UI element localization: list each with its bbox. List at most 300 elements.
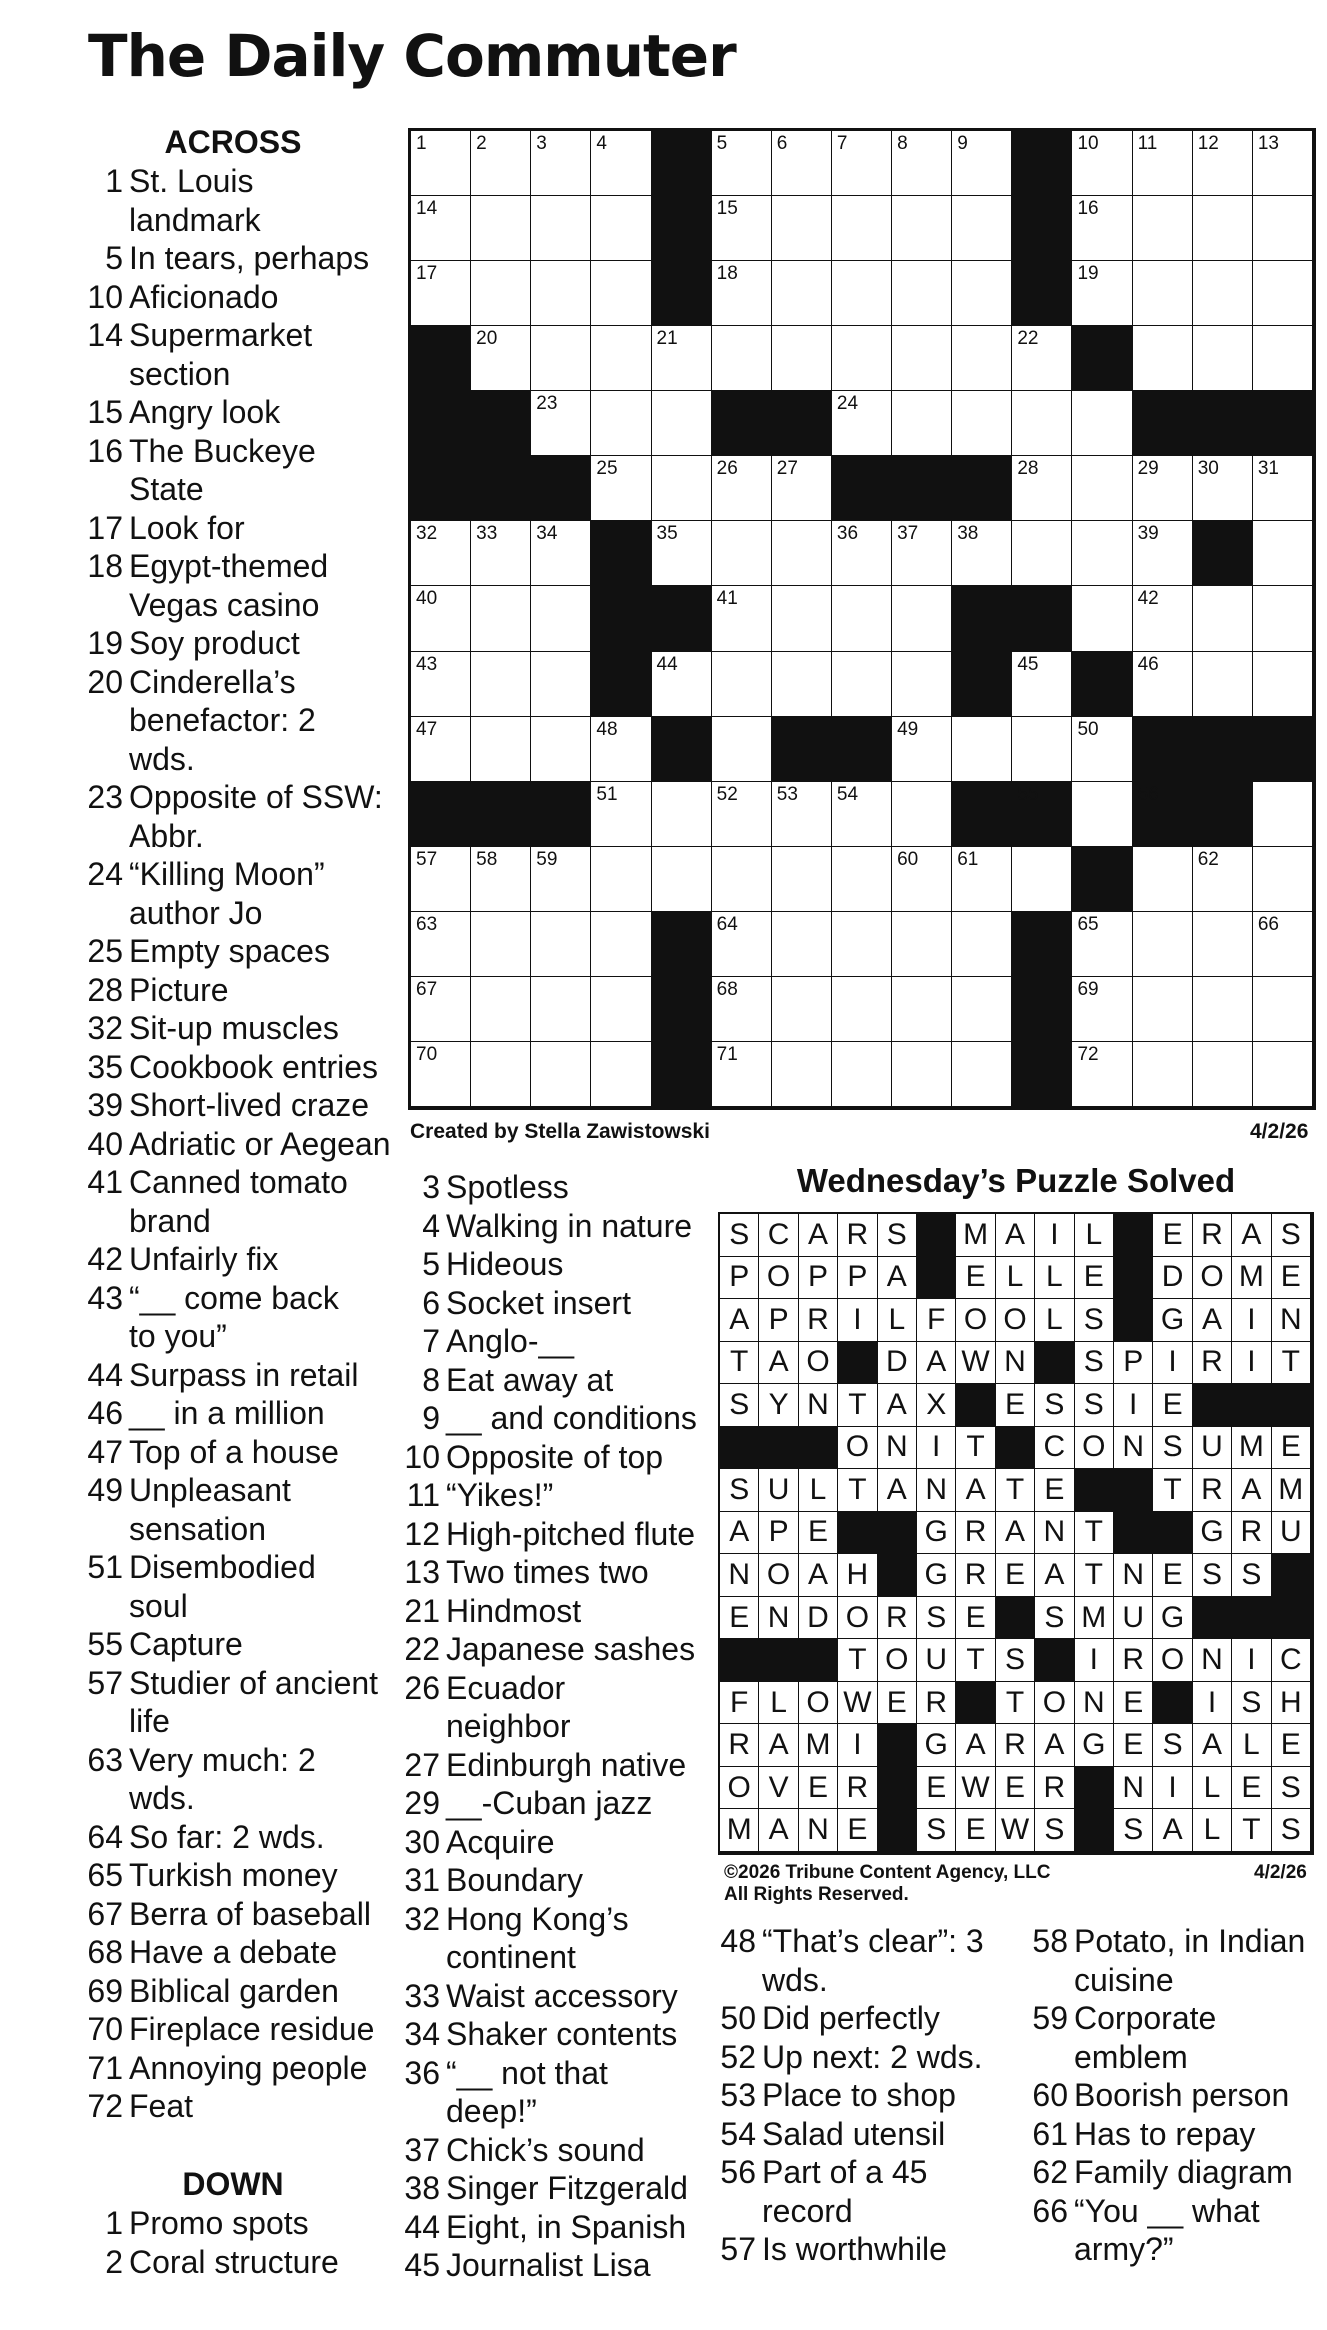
cell-number: 47 xyxy=(416,718,438,740)
grid-cell[interactable] xyxy=(772,782,832,847)
grid-cell[interactable] xyxy=(1253,652,1313,717)
clue-text xyxy=(446,1322,700,1361)
grid-cell[interactable] xyxy=(1072,521,1132,586)
solved-letter: S xyxy=(996,1639,1035,1682)
clue xyxy=(1028,1922,1318,1999)
solved-letter: A xyxy=(1153,1809,1192,1852)
clue-text-line: Anglo-__ xyxy=(446,1323,575,1359)
grid-cell[interactable] xyxy=(1072,977,1132,1042)
cell-number: 54 xyxy=(836,783,859,805)
grid-cell[interactable] xyxy=(411,261,471,326)
solved-black-square xyxy=(1232,1384,1271,1427)
solved-letter: O xyxy=(838,1427,877,1470)
grid-cell[interactable] xyxy=(1253,782,1313,847)
clue-text-line: Boundary xyxy=(446,1862,583,1898)
grid-cell[interactable] xyxy=(1133,326,1193,391)
clue xyxy=(400,1284,700,1323)
grid-cell[interactable] xyxy=(652,326,712,391)
solved-letter: T xyxy=(956,1427,995,1470)
clue-number: 1 xyxy=(105,163,123,199)
grid-cell[interactable] xyxy=(591,456,651,521)
clue-number: 39 xyxy=(87,1087,123,1123)
puzzle-credit: Created by Stella Zawistowski xyxy=(410,1120,710,1143)
grid-cell[interactable] xyxy=(1133,456,1193,521)
solved-letter: O xyxy=(1153,1639,1192,1682)
cell-number: 22 xyxy=(1017,328,1039,350)
grid-cell[interactable] xyxy=(531,586,591,651)
grid-cell[interactable] xyxy=(952,1042,1012,1107)
clue-text-line: record xyxy=(762,2192,853,2229)
solved-black-square xyxy=(720,1639,759,1682)
grid-cell[interactable] xyxy=(652,521,712,586)
grid-cell[interactable] xyxy=(1133,521,1193,586)
solved-letter: E xyxy=(996,1767,1035,1810)
grid-cell[interactable] xyxy=(1133,261,1193,326)
grid-cell[interactable] xyxy=(712,782,772,847)
grid-cell[interactable] xyxy=(1253,131,1313,196)
grid-cell[interactable] xyxy=(411,586,471,651)
grid-cell[interactable] xyxy=(832,131,892,196)
clue-text xyxy=(446,1168,700,1207)
down-clue-list-1 xyxy=(83,2204,403,2281)
solved-letter: Y xyxy=(759,1384,798,1427)
grid-cell[interactable] xyxy=(531,131,591,196)
grid-cell[interactable] xyxy=(952,261,1012,326)
clue-number: 37 xyxy=(404,2131,440,2168)
grid-cell[interactable] xyxy=(772,261,832,326)
grid-cell[interactable] xyxy=(1012,456,1072,521)
grid-cell[interactable] xyxy=(411,196,471,261)
black-square xyxy=(1193,521,1253,586)
grid-cell[interactable] xyxy=(471,261,531,326)
grid-cell[interactable] xyxy=(1253,326,1313,391)
grid-cell[interactable] xyxy=(411,912,471,977)
grid-cell[interactable] xyxy=(772,652,832,717)
grid-cell[interactable] xyxy=(1012,521,1072,586)
grid-cell[interactable] xyxy=(712,912,772,977)
black-square xyxy=(652,261,712,326)
clue-text xyxy=(1074,1922,1318,1999)
grid-cell[interactable] xyxy=(1253,196,1313,261)
grid-cell[interactable] xyxy=(471,326,531,391)
solved-black-square xyxy=(917,1257,956,1300)
solved-black-square xyxy=(1114,1257,1153,1300)
grid-cell[interactable] xyxy=(832,521,892,586)
grid-cell[interactable] xyxy=(892,261,952,326)
grid-cell[interactable] xyxy=(471,521,531,586)
grid-cell[interactable] xyxy=(892,912,952,977)
solved-letter: O xyxy=(996,1299,1035,1342)
grid-cell[interactable] xyxy=(471,847,531,912)
grid-cell[interactable] xyxy=(1072,261,1132,326)
grid-cell[interactable] xyxy=(892,326,952,391)
clue xyxy=(83,1433,403,1472)
grid-cell[interactable] xyxy=(411,977,471,1042)
grid-cell[interactable] xyxy=(531,1042,591,1107)
clue xyxy=(83,1856,403,1895)
grid-cell[interactable] xyxy=(952,847,1012,912)
grid-cell[interactable] xyxy=(892,196,952,261)
grid-cell[interactable] xyxy=(531,326,591,391)
grid-cell[interactable] xyxy=(712,1042,772,1107)
solved-letter: A xyxy=(759,1809,798,1852)
cell-number: 70 xyxy=(416,1043,438,1065)
clue xyxy=(83,316,403,393)
grid-cell[interactable] xyxy=(652,456,712,521)
grid-cell[interactable] xyxy=(1253,977,1313,1042)
grid-cell[interactable] xyxy=(892,847,952,912)
clue-text-line: Studier of ancient xyxy=(129,1664,379,1701)
grid-cell[interactable] xyxy=(1253,456,1313,521)
grid-cell[interactable] xyxy=(832,652,892,717)
black-square xyxy=(772,717,832,782)
grid-cell[interactable] xyxy=(1133,847,1193,912)
solved-letter: I xyxy=(1114,1384,1153,1427)
solved-letter: E xyxy=(1272,1257,1311,1300)
solved-letter: I xyxy=(917,1427,956,1470)
grid-cell[interactable] xyxy=(892,1042,952,1107)
grid-cell[interactable] xyxy=(591,131,651,196)
clue-text-line: Potato, in Indian xyxy=(1074,1923,1306,1959)
clue-number: 46 xyxy=(87,1395,123,1431)
cell-number: 25 xyxy=(596,458,618,480)
grid-cell[interactable] xyxy=(1012,391,1072,456)
grid-cell[interactable] xyxy=(1253,912,1313,977)
solved-letter: O xyxy=(1075,1427,1114,1470)
grid-cell[interactable] xyxy=(411,652,471,717)
grid-cell[interactable] xyxy=(531,912,591,977)
clue-text-line: Feat xyxy=(129,2088,194,2124)
grid-cell[interactable] xyxy=(591,912,651,977)
grid-cell[interactable] xyxy=(952,717,1012,782)
solved-letter: P xyxy=(838,1257,877,1300)
grid-cell[interactable] xyxy=(952,521,1012,586)
solved-letter: R xyxy=(956,1554,995,1597)
clue-text xyxy=(129,1433,403,1472)
clue-text xyxy=(129,2049,403,2088)
grid-cell[interactable] xyxy=(1012,326,1072,391)
clue-number: 66 xyxy=(1032,2192,1068,2229)
grid-cell[interactable] xyxy=(832,782,892,847)
grid-cell[interactable] xyxy=(712,652,772,717)
grid-cell[interactable] xyxy=(591,391,651,456)
grid-cell[interactable] xyxy=(591,977,651,1042)
grid-cell[interactable] xyxy=(952,977,1012,1042)
grid-cell[interactable] xyxy=(772,1042,832,1107)
grid-cell[interactable] xyxy=(591,326,651,391)
grid-cell[interactable] xyxy=(411,521,471,586)
grid-cell[interactable] xyxy=(1193,586,1253,651)
grid-cell[interactable] xyxy=(591,196,651,261)
clue xyxy=(83,1741,403,1818)
grid-cell[interactable] xyxy=(531,196,591,261)
clue-number: 56 xyxy=(720,2154,756,2190)
clue-text xyxy=(129,1125,403,1164)
solved-letter: L xyxy=(1075,1214,1114,1257)
clue-number: 54 xyxy=(720,2115,756,2152)
solved-letter: E xyxy=(1075,1257,1114,1300)
solved-letter: P xyxy=(759,1299,798,1342)
grid-cell[interactable] xyxy=(772,912,832,977)
grid-cell[interactable] xyxy=(531,847,591,912)
grid-cell[interactable] xyxy=(471,717,531,782)
grid-cell[interactable] xyxy=(1253,847,1313,912)
clue-text xyxy=(129,1741,403,1818)
clue xyxy=(400,2169,700,2208)
grid-cell[interactable] xyxy=(712,326,772,391)
clue-number: 34 xyxy=(404,2016,440,2052)
grid-cell[interactable] xyxy=(712,131,772,196)
grid-cell[interactable] xyxy=(652,652,712,717)
cell-number: 63 xyxy=(416,913,438,935)
grid-cell[interactable] xyxy=(1072,717,1132,782)
grid-cell[interactable] xyxy=(652,391,712,456)
grid-cell[interactable] xyxy=(952,912,1012,977)
clue-text-line: wds. xyxy=(129,1780,195,1816)
grid-cell[interactable] xyxy=(1193,196,1253,261)
clue-text-line: So far: 2 wds. xyxy=(129,1818,325,1855)
grid-cell[interactable] xyxy=(952,196,1012,261)
grid-cell[interactable] xyxy=(832,586,892,651)
clue-text-line: benefactor: 2 xyxy=(129,702,316,738)
grid-cell[interactable] xyxy=(411,717,471,782)
grid-cell[interactable] xyxy=(832,977,892,1042)
grid-cell[interactable] xyxy=(1253,261,1313,326)
grid-cell[interactable] xyxy=(1072,131,1132,196)
grid-cell[interactable] xyxy=(832,261,892,326)
grid-cell[interactable] xyxy=(1133,196,1193,261)
grid-cell[interactable] xyxy=(1193,456,1253,521)
clue xyxy=(400,1630,700,1669)
grid-cell[interactable] xyxy=(531,521,591,586)
grid-cell[interactable] xyxy=(1193,652,1253,717)
clue-number: 36 xyxy=(404,2054,440,2091)
clue-text xyxy=(446,1823,700,1862)
clue-text-line: Abbr. xyxy=(129,817,204,854)
grid-cell[interactable] xyxy=(1072,196,1132,261)
grid-cell[interactable] xyxy=(471,1042,531,1107)
grid-cell[interactable] xyxy=(712,717,772,782)
solved-letter: R xyxy=(799,1299,838,1342)
black-square xyxy=(772,391,832,456)
grid-cell[interactable] xyxy=(591,1042,651,1107)
grid-cell[interactable] xyxy=(471,586,531,651)
clue-text xyxy=(129,509,403,548)
grid-cell[interactable] xyxy=(772,521,832,586)
grid-cell[interactable] xyxy=(411,131,471,196)
grid-cell[interactable] xyxy=(591,261,651,326)
clue-text-line: Is worthwhile xyxy=(762,2231,947,2267)
clue-text-line: St. Louis xyxy=(129,163,254,199)
clue-text-line: Surpass in retail xyxy=(129,1356,359,1393)
grid-cell[interactable] xyxy=(1072,912,1132,977)
grid-cell[interactable] xyxy=(1072,586,1132,651)
grid-cell[interactable] xyxy=(772,196,832,261)
clue-number: 44 xyxy=(87,1356,123,1393)
clue-text-line: Japanese sashes xyxy=(446,1631,696,1667)
black-square xyxy=(411,782,471,847)
grid-cell[interactable] xyxy=(591,717,651,782)
clue xyxy=(400,1245,700,1284)
grid-cell[interactable] xyxy=(712,586,772,651)
clue-text xyxy=(129,2010,403,2049)
cell-number: 60 xyxy=(897,848,919,870)
grid-cell[interactable] xyxy=(471,977,531,1042)
grid-cell[interactable] xyxy=(1193,1042,1253,1107)
grid-cell[interactable] xyxy=(772,847,832,912)
solved-letter: G xyxy=(917,1724,956,1767)
clue-number: 32 xyxy=(404,1900,440,1937)
grid-cell[interactable] xyxy=(531,652,591,717)
clue-number: 3 xyxy=(422,1169,440,1205)
grid-cell[interactable] xyxy=(1133,652,1193,717)
grid-cell[interactable] xyxy=(471,652,531,717)
grid-cell[interactable] xyxy=(411,1042,471,1107)
cell-number: 17 xyxy=(416,263,438,285)
grid-cell[interactable] xyxy=(471,196,531,261)
grid-cell[interactable] xyxy=(1193,261,1253,326)
clue-number: 20 xyxy=(87,663,123,700)
solved-letter: S xyxy=(1232,1682,1271,1725)
clue-number: 29 xyxy=(404,1785,440,1821)
solved-letter: S xyxy=(1193,1554,1232,1597)
black-square xyxy=(1133,717,1193,782)
grid-cell[interactable] xyxy=(411,847,471,912)
clue-text xyxy=(129,1009,403,1048)
solved-letter: N xyxy=(1035,1512,1074,1555)
grid-cell[interactable] xyxy=(1133,131,1193,196)
solved-letter: F xyxy=(720,1682,759,1725)
clue-number: 28 xyxy=(87,971,123,1008)
clue-number: 72 xyxy=(87,2088,123,2124)
grid-cell[interactable] xyxy=(892,521,952,586)
grid-cell[interactable] xyxy=(652,782,712,847)
clue-text xyxy=(1074,2192,1318,2269)
grid-cell[interactable] xyxy=(652,847,712,912)
grid-cell[interactable] xyxy=(1193,131,1253,196)
grid-cell[interactable] xyxy=(952,131,1012,196)
grid-cell[interactable] xyxy=(952,391,1012,456)
grid-cell[interactable] xyxy=(712,847,772,912)
grid-cell[interactable] xyxy=(832,196,892,261)
grid-cell[interactable] xyxy=(531,977,591,1042)
grid-cell[interactable] xyxy=(832,391,892,456)
grid-cell[interactable] xyxy=(531,391,591,456)
grid-cell[interactable] xyxy=(1012,652,1072,717)
clue-text xyxy=(446,1977,700,2016)
grid-cell[interactable] xyxy=(591,847,651,912)
grid-cell[interactable] xyxy=(772,456,832,521)
cell-number: 37 xyxy=(897,523,919,545)
grid-cell[interactable] xyxy=(772,326,832,391)
grid-cell[interactable] xyxy=(1253,521,1313,586)
grid-cell[interactable] xyxy=(1193,326,1253,391)
grid-cell[interactable] xyxy=(1253,586,1313,651)
grid-cell[interactable] xyxy=(892,652,952,717)
grid-cell[interactable] xyxy=(892,782,952,847)
grid-cell[interactable] xyxy=(471,912,531,977)
clue-number: 71 xyxy=(87,2049,123,2086)
grid-cell[interactable] xyxy=(832,912,892,977)
clue-text-line: Waist accessory xyxy=(446,1977,678,2014)
solved-black-square xyxy=(1153,1682,1192,1725)
grid-cell[interactable] xyxy=(712,977,772,1042)
solved-letter: T xyxy=(720,1342,759,1385)
grid-cell[interactable] xyxy=(772,977,832,1042)
clue-text-line: life xyxy=(129,1703,170,1739)
grid-cell[interactable] xyxy=(772,131,832,196)
grid-cell[interactable] xyxy=(892,391,952,456)
clue-number: 61 xyxy=(1032,2115,1068,2152)
grid-cell[interactable] xyxy=(1072,1042,1132,1107)
clue-text-line: Fireplace residue xyxy=(129,2011,375,2047)
solved-letter: T xyxy=(1272,1342,1311,1385)
grid-cell[interactable] xyxy=(832,1042,892,1107)
grid-cell[interactable] xyxy=(832,847,892,912)
grid-cell[interactable] xyxy=(1133,1042,1193,1107)
clue-text xyxy=(762,2115,1016,2154)
clue xyxy=(83,1625,403,1664)
grid-cell[interactable] xyxy=(832,326,892,391)
solved-letter: L xyxy=(1193,1809,1232,1852)
grid-cell[interactable] xyxy=(1072,456,1132,521)
grid-cell[interactable] xyxy=(712,261,772,326)
clue-number: 21 xyxy=(404,1592,440,1629)
grid-cell[interactable] xyxy=(1193,847,1253,912)
solved-letter: S xyxy=(917,1809,956,1852)
grid-cell[interactable] xyxy=(772,586,832,651)
black-square xyxy=(591,652,651,717)
solved-letter: A xyxy=(1193,1299,1232,1342)
grid-cell[interactable] xyxy=(1133,912,1193,977)
solved-letter: E xyxy=(996,1554,1035,1597)
cell-number: 52 xyxy=(716,783,738,805)
grid-cell[interactable] xyxy=(1193,977,1253,1042)
grid-cell[interactable] xyxy=(892,717,952,782)
grid-cell[interactable] xyxy=(1133,977,1193,1042)
clue-number: 44 xyxy=(404,2208,440,2245)
grid-cell[interactable] xyxy=(531,261,591,326)
grid-cell[interactable] xyxy=(712,196,772,261)
grid-cell[interactable] xyxy=(712,521,772,586)
solved-black-square xyxy=(799,1639,838,1682)
grid-cell[interactable] xyxy=(531,717,591,782)
grid-cell[interactable] xyxy=(712,456,772,521)
grid-cell[interactable] xyxy=(892,586,952,651)
clue xyxy=(400,1592,700,1631)
clue-text-line: Walking in nature xyxy=(446,1207,693,1244)
grid-cell[interactable] xyxy=(1012,717,1072,782)
grid-cell[interactable] xyxy=(1072,391,1132,456)
grid-cell[interactable] xyxy=(1072,782,1132,847)
grid-cell[interactable] xyxy=(1193,912,1253,977)
clue xyxy=(400,1399,700,1438)
grid-cell[interactable] xyxy=(591,782,651,847)
clue xyxy=(400,1977,700,2016)
grid-cell[interactable] xyxy=(1012,847,1072,912)
solved-letter: R xyxy=(956,1512,995,1555)
solved-letter: C xyxy=(1272,1639,1311,1682)
solved-letter: R xyxy=(1193,1214,1232,1257)
grid-cell[interactable] xyxy=(471,131,531,196)
grid-cell[interactable] xyxy=(952,326,1012,391)
grid-cell[interactable] xyxy=(1253,1042,1313,1107)
grid-cell[interactable] xyxy=(892,977,952,1042)
solved-letter: A xyxy=(1232,1214,1271,1257)
grid-cell[interactable] xyxy=(1133,586,1193,651)
grid-cell[interactable] xyxy=(892,131,952,196)
solved-letter: A xyxy=(956,1724,995,1767)
